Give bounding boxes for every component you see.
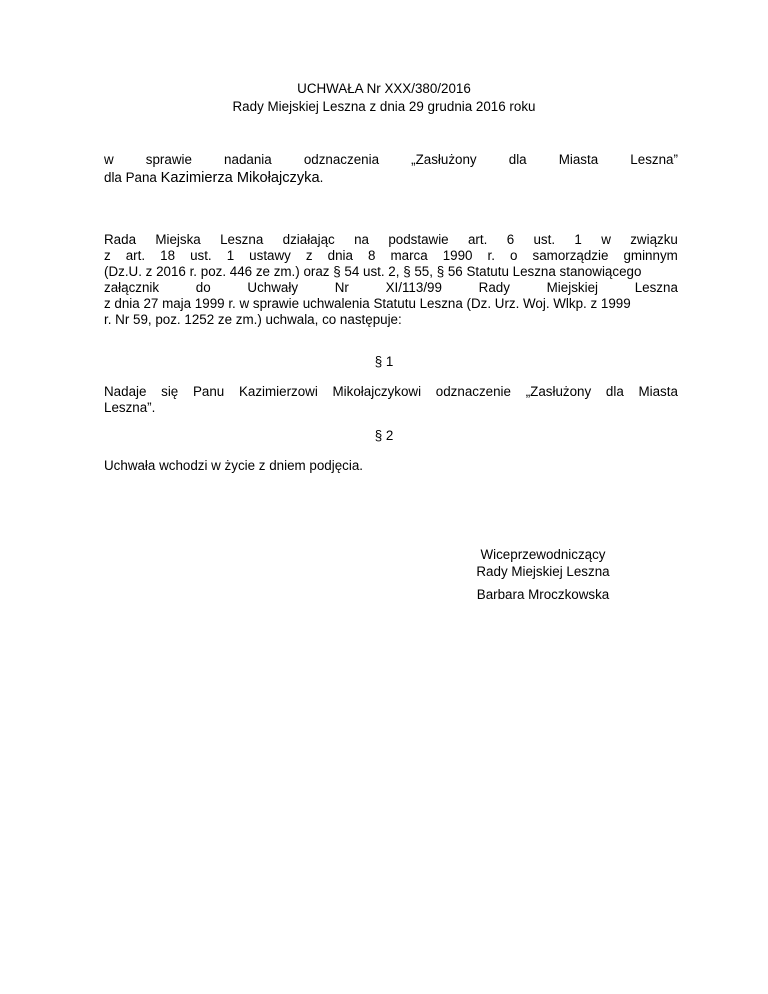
section-1-word: odznaczenie — [435, 384, 511, 399]
preamble-word: XI/113/99 — [385, 280, 442, 295]
signature-council: Rady Miejskiej Leszna — [476, 564, 610, 579]
preamble-word: w — [601, 232, 611, 247]
preamble-word: gminnym — [623, 248, 678, 263]
section-1-word: „Zasłużony — [525, 384, 592, 399]
preamble-word: r. — [487, 248, 495, 263]
preamble-word: dnia — [327, 248, 353, 263]
subject-word: odznaczenia — [303, 152, 380, 167]
subject-word: Miasta — [558, 152, 599, 167]
preamble-word: z — [305, 248, 313, 263]
subject-word: nadania — [224, 152, 272, 167]
preamble-word: Uchwały — [247, 280, 299, 295]
preamble-line-2 — [104, 248, 678, 263]
preamble-word: Miejska — [155, 232, 201, 247]
document-subtitle: Rady Miejskiej Leszna z dnia 29 grudnia 2016 roku — [232, 99, 536, 114]
preamble-word: art. — [125, 248, 146, 263]
preamble-word: ust. — [190, 248, 212, 263]
preamble-word: Leszna — [220, 232, 264, 247]
preamble-word: 1 — [574, 232, 582, 247]
section-1-word: Miasta — [638, 384, 678, 399]
preamble-word: działając — [282, 232, 335, 247]
section-2-heading: § 2 — [374, 428, 394, 443]
preamble-line-1 — [104, 232, 678, 247]
document-header — [0, 80, 768, 116]
subject-word: w — [104, 152, 114, 167]
section-2-text: Uchwała wchodzi w życie z dniem podjęcia. — [104, 458, 363, 473]
preamble-word: Miejskiej — [546, 280, 598, 295]
section-1-word: Nadaje — [104, 384, 147, 399]
preamble-word: art. — [467, 232, 488, 247]
section-1-word: Kazimierzowi — [238, 384, 318, 399]
section-1-line-1 — [104, 384, 678, 399]
subject-line-2: dla Pana Kazimierza Mikołajczyka. — [104, 170, 324, 186]
preamble-word: ust. — [533, 232, 556, 247]
honoree-name: Kazimierza Mikołajczyka — [160, 170, 320, 186]
signature-block — [436, 546, 650, 603]
subject-word: Leszna” — [630, 152, 678, 167]
subject-word: sprawie — [145, 152, 192, 167]
signature-name: Barbara Mroczkowska — [476, 587, 610, 602]
preamble-line-4 — [104, 280, 678, 295]
preamble-word: 1 — [226, 248, 235, 263]
preamble-word: Leszna — [634, 280, 678, 295]
subject-word: „Zasłużony — [411, 152, 477, 167]
preamble-word: załącznik — [104, 280, 160, 295]
preamble-line-6: r. Nr 59, poz. 1252 ze zm.) uchwala, co następuje: — [104, 312, 402, 327]
section-1-heading: § 1 — [374, 354, 394, 369]
section-1-word: się — [161, 384, 179, 399]
preamble-word: 8 — [367, 248, 376, 263]
subject-prefix: dla Pana — [104, 170, 157, 185]
subject-line-1 — [104, 152, 678, 167]
preamble-word: podstawie — [388, 232, 449, 247]
preamble-word: marca — [390, 248, 428, 263]
preamble-word: związku — [630, 232, 678, 247]
document-title: UCHWAŁA Nr XXX/380/2016 — [297, 81, 471, 96]
section-1-line-2: Leszna”. — [104, 400, 156, 415]
section-1-word: dla — [605, 384, 624, 399]
preamble-word: ustawy — [249, 248, 291, 263]
section-1-word: Mikołajczykowi — [332, 384, 422, 399]
preamble-line-5: z dnia 27 maja 1999 r. w sprawie uchwalenia Statutu Leszna (Dz. Urz. Woj. Wlkp. z 1999 — [104, 296, 631, 311]
preamble-word: na — [354, 232, 369, 247]
preamble-line-3: (Dz.U. z 2016 r. poz. 446 ze zm.) oraz § 54 ust. 2, § 55, § 56 Statutu Leszna stanowiącego — [104, 264, 642, 279]
preamble-word: Rada — [104, 232, 137, 247]
preamble-word: Nr — [334, 280, 349, 295]
preamble-word: samorządzie — [532, 248, 609, 263]
preamble-word: o — [510, 248, 518, 263]
section-1-word: Panu — [192, 384, 225, 399]
preamble-word: do — [195, 280, 211, 295]
preamble-word: 6 — [506, 232, 515, 247]
preamble-word: Rady — [478, 280, 510, 295]
signature-role: Wiceprzewodniczący — [480, 547, 606, 562]
preamble-word: z — [104, 248, 111, 263]
preamble-word: 18 — [160, 248, 176, 263]
preamble-word: 1990 — [442, 248, 473, 263]
subject-word: dla — [508, 152, 527, 167]
